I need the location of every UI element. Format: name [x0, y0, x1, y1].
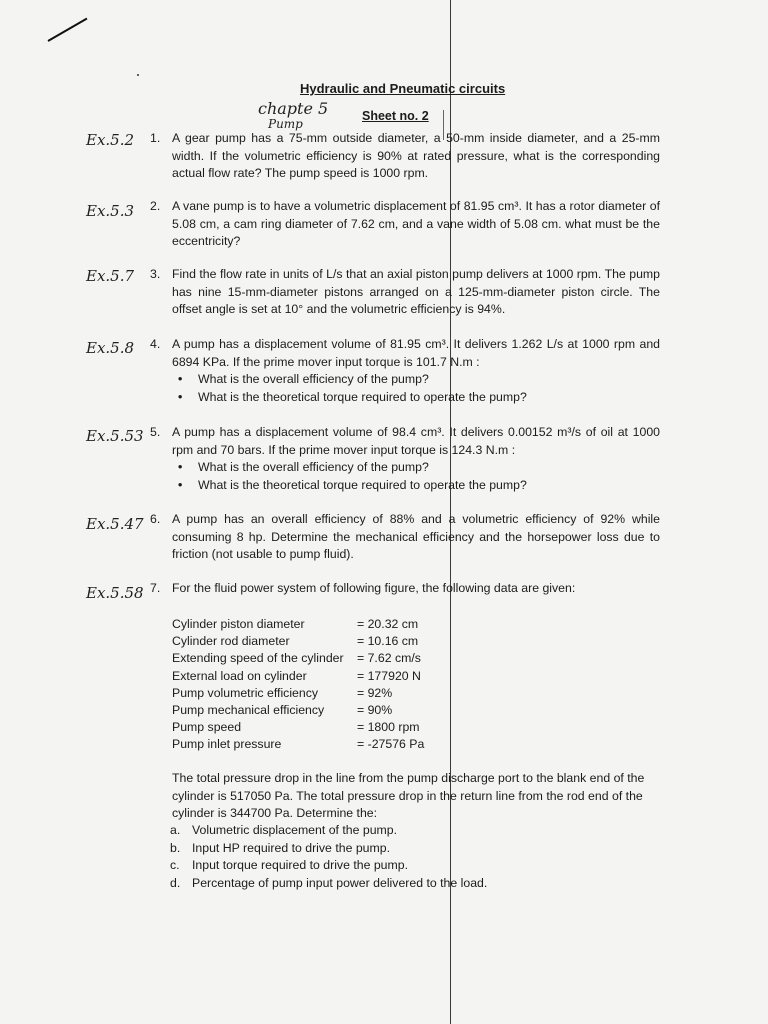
given-label: Pump mechanical efficiency [172, 702, 325, 717]
given-row [172, 633, 472, 650]
given-value: = 7.62 cm/s [357, 651, 421, 666]
item-text: Percentage of pump input power delivered to the load. [192, 875, 488, 890]
question-text: For the fluid power system of following figure, the following data are given: [172, 581, 576, 595]
given-row [172, 702, 472, 719]
question-4 [150, 336, 660, 406]
given-row [172, 616, 472, 633]
final-paragraph: The total pressure drop in the line from the pump discharge port to the blank end of the cylinder is 517050 Pa. The total pressure drop in the return line from the rod end of the cylinder is 344700 Pa. Determine the: [172, 771, 645, 820]
item-letter: c. [170, 858, 180, 872]
question-number: 6. [150, 512, 161, 526]
given-label: Cylinder piston diameter [172, 617, 305, 631]
given-label: Extending speed of the cylinder [172, 651, 344, 666]
question-text: A vane pump is to have a volumetric displacement of 81.95 cm³. It has a rotor diameter of 5.08 cm, a cam ring diameter of 7.62 cm, and a vane width of 5.08 cm. what must be the eccentricity? [172, 199, 660, 248]
item-letter: a. [170, 823, 181, 837]
question-1 [150, 130, 660, 183]
given-value: = 1800 rpm [357, 720, 420, 735]
given-data-list [172, 616, 472, 754]
bullet-list [150, 459, 660, 494]
question-number: 5. [150, 425, 161, 439]
given-row [172, 719, 472, 736]
given-row [172, 650, 472, 667]
item-letter: b. [170, 840, 181, 855]
exercise-label: Ex.5.7 [86, 267, 135, 285]
exercise-label: Ex.5.58 [86, 584, 144, 602]
question-number: 4. [150, 337, 161, 351]
exercise-label: Ex.5.2 [86, 131, 135, 149]
question-text: A gear pump has a 75-mm outside diameter, a 50-mm inside diameter, and a 25-mm width. If the volumetric efficiency is 90% at rated pressure, what is the corresponding actual flow rate? The pump speed is 1000 rpm. [172, 131, 660, 180]
question-number: 2. [150, 199, 161, 213]
given-label: Pump volumetric efficiency [172, 685, 319, 700]
determine-list [170, 822, 650, 892]
given-value: = 20.32 cm [357, 617, 419, 631]
item-text: Volumetric displacement of the pump. [192, 823, 398, 837]
given-label: External load on cylinder [172, 668, 307, 683]
given-value: = 177920 N [357, 668, 421, 683]
question-number: 7. [150, 581, 161, 595]
given-value: = -27576 Pa [357, 737, 425, 752]
given-row [172, 668, 472, 685]
list-item: • What is the theoretical torque required to operate the pump? [198, 477, 660, 495]
item-text: Input torque required to drive the pump. [192, 858, 409, 872]
given-label: Pump speed [172, 720, 242, 735]
question-number: 3. [150, 267, 161, 281]
given-row [172, 685, 472, 702]
ink-dot [137, 74, 139, 76]
question-5 [150, 424, 660, 494]
exercise-label: Ex.5.53 [86, 427, 144, 445]
exercise-label: Ex.5.3 [86, 202, 135, 220]
given-row [172, 736, 472, 753]
given-label: Pump inlet pressure [172, 737, 282, 752]
exercise-label: Ex.5.47 [86, 515, 144, 533]
question-7 [150, 580, 660, 598]
given-value: = 90% [357, 702, 393, 717]
question-number: 1. [150, 131, 161, 145]
item-text: Input HP required to drive the pump. [192, 840, 391, 855]
question-6 [150, 511, 660, 564]
list-item: • What is the overall efficiency of the pump? [198, 371, 660, 389]
list-item [170, 822, 650, 840]
given-label: Cylinder rod diameter [172, 634, 290, 649]
handwritten-topic: Pump [268, 117, 303, 131]
question-text: Find the flow rate in units of L/s that an axial piston pump delivers at 1000 rpm. The pump has nine 15-mm-diameter pistons arranged on a 125-mm-diameter piston circle. The offset angle is set at 10° and the volumetric efficiency is 94%. [172, 267, 660, 316]
exercise-label: Ex.5.8 [86, 339, 135, 357]
handwritten-chapter: chapte 5 [258, 99, 329, 118]
list-item [170, 875, 650, 893]
question-text: A pump has a displacement volume of 81.95 cm³. It delivers 1.262 L/s at 1000 rpm and 6894 KPa. If the prime mover input torque is 101.7 N.m : [172, 337, 660, 369]
question-2 [150, 198, 660, 251]
list-item [170, 840, 650, 858]
question-3 [150, 266, 660, 319]
list-item: • What is the overall efficiency of the pump? [198, 459, 660, 477]
item-letter: d. [170, 875, 181, 890]
given-value: = 92% [357, 685, 393, 700]
bullet-list [150, 371, 660, 406]
list-item: • What is the theoretical torque required to operate the pump? [198, 389, 660, 407]
pen-stroke-mark [48, 18, 88, 42]
document-title: Hydraulic and Pneumatic circuits [300, 81, 506, 96]
given-value: = 10.16 cm [357, 634, 419, 649]
sheet-number: Sheet no. 2 [362, 109, 429, 123]
question-text: A pump has a displacement volume of 98.4 cm³. It delivers 0.00152 m³/s of oil at 1000 rpm and 70 bars. If the prime mover input torque is 124.3 N.m : [172, 425, 660, 457]
list-item [170, 857, 650, 875]
question-text: A pump has an overall efficiency of 88% and a volumetric efficiency of 92% while consuming 8 hp. Determine the mechanical efficiency and the horsepower loss due to friction (not usable to pump fluid). [172, 512, 660, 561]
